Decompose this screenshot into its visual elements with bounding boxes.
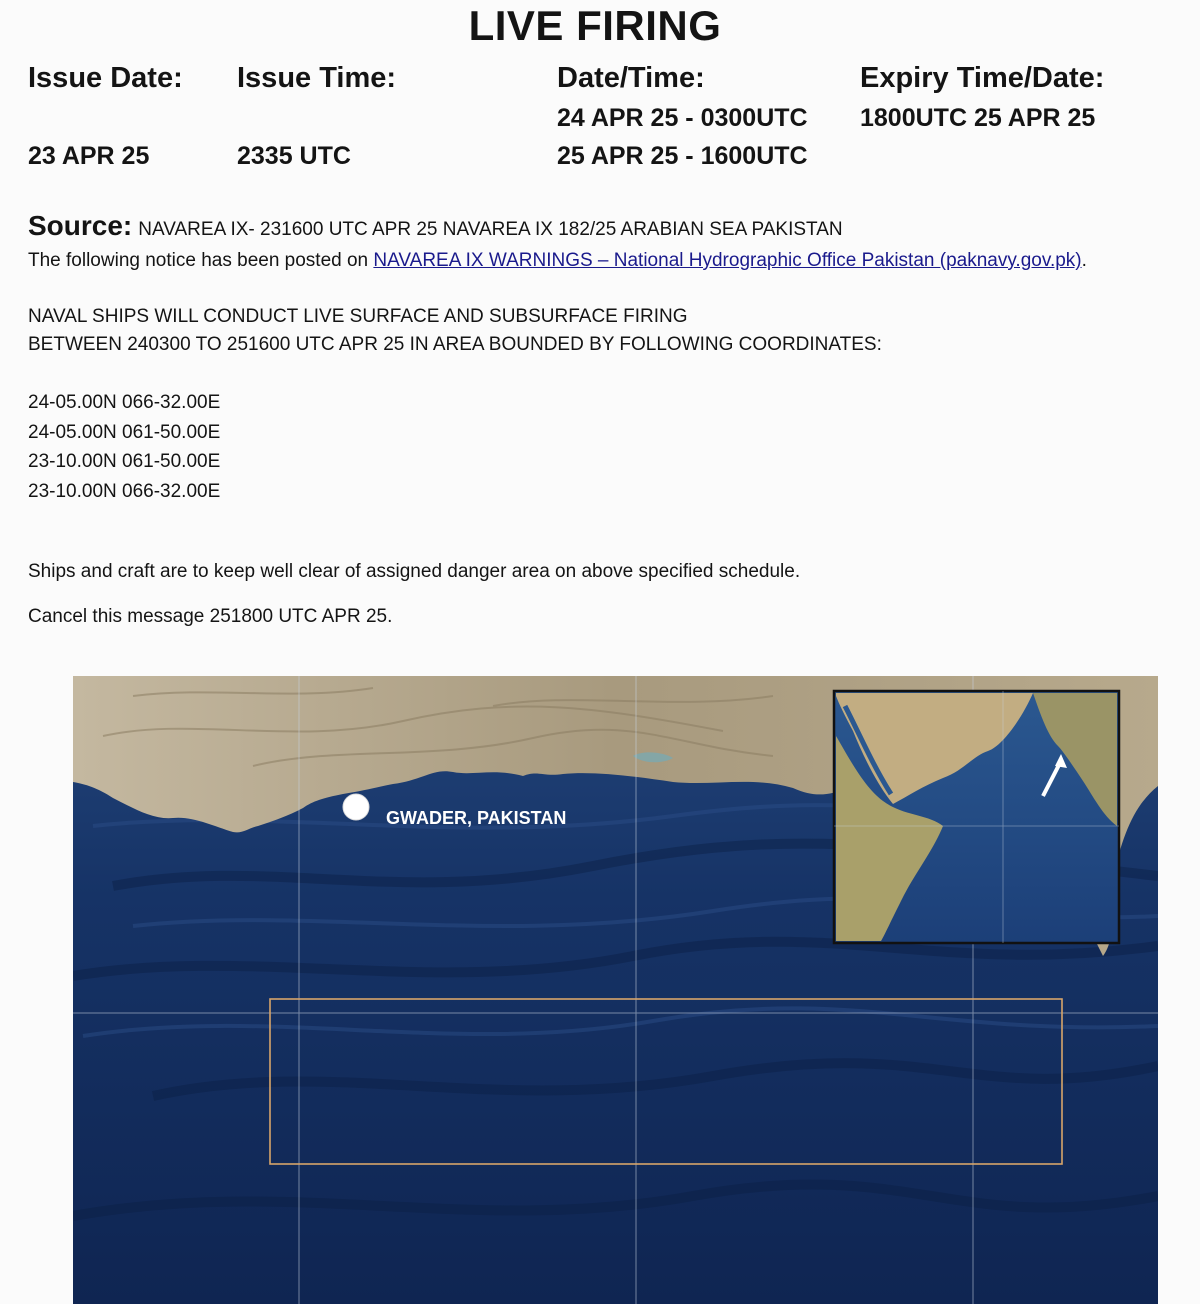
coordinate-item: 23-10.00N 066-32.00E [28, 480, 221, 502]
notice-line-1: NAVAL SHIPS WILL CONDUCT LIVE SURFACE AND SUBSURFACE FIRING [28, 306, 688, 327]
coordinate-item: 23-10.00N 061-50.00E [28, 451, 221, 472]
issue-time-value: 2335 UTC [237, 142, 351, 170]
inset-map [834, 691, 1119, 943]
gwader-location-marker[interactable] [343, 794, 369, 820]
issue-date-label: Issue Date: [28, 62, 183, 94]
notice-line-2: BETWEEN 240300 TO 251600 UTC APR 25 IN AREA BOUNDED BY FOLLOWING COORDINATES: [28, 334, 882, 355]
source-label: Source: [28, 210, 133, 241]
datetime-start: 24 APR 25 - 0300UTC [557, 104, 808, 132]
warning-text: Ships and craft are to keep well clear of assigned danger area on above specified schedule. [28, 561, 801, 582]
posted-prefix: The following notice has been posted on [28, 250, 374, 271]
issue-date-value: 23 APR 25 [28, 142, 150, 170]
coordinate-item: 24-05.00N 066-32.00E [28, 392, 221, 413]
satellite-map [73, 676, 1158, 1304]
datetime-label: Date/Time: [557, 62, 705, 94]
coordinate-item: 24-05.00N 061-50.00E [28, 421, 221, 443]
issue-time-label: Issue Time: [237, 62, 397, 94]
posted-suffix: . [1081, 250, 1087, 271]
navarea-warnings-link[interactable]: NAVAREA IX WARNINGS – National Hydrographic Office Pakistan (paknavy.gov.pk) [373, 250, 1082, 271]
expiry-value: 1800UTC 25 APR 25 [860, 104, 1096, 132]
page-title: LIVE FIRING [468, 2, 722, 49]
gwader-label: GWADER, PAKISTAN [386, 808, 567, 828]
source-text: NAVAREA IX- 231600 UTC APR 25 NAVAREA IX 182/25 ARABIAN SEA PAKISTAN [138, 219, 843, 240]
coordinate-list [28, 388, 220, 506]
source-line [28, 210, 843, 242]
posted-line [28, 250, 1087, 272]
datetime-end: 25 APR 25 - 1600UTC [557, 142, 808, 170]
cancel-text: Cancel this message 251800 UTC APR 25. [28, 606, 393, 627]
expiry-label: Expiry Time/Date: [860, 62, 1105, 94]
